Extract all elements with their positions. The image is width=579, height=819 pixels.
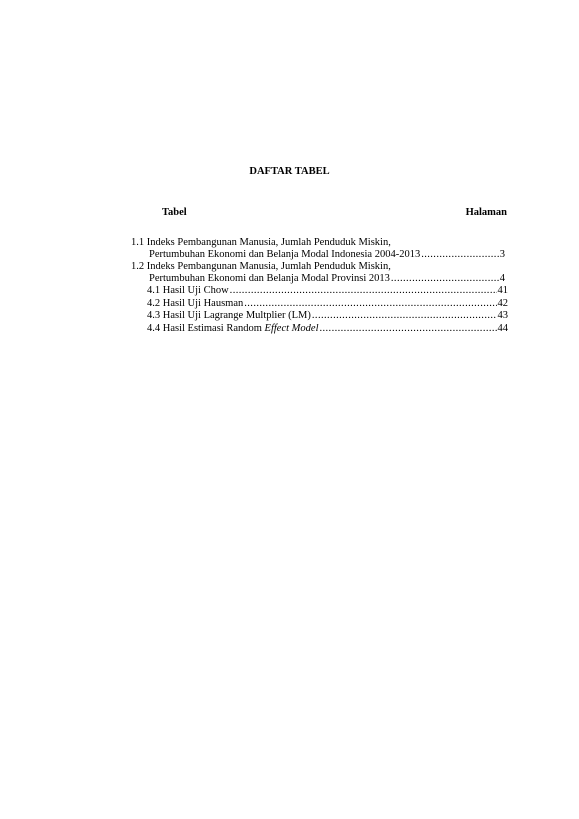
- toc-entry-4-2: [147, 298, 508, 310]
- toc-entry-label-plain: 4.4 Hasil Estimasi Random: [147, 323, 265, 334]
- column-header-table: Tabel: [162, 207, 187, 218]
- toc-entry-page: 4: [499, 273, 505, 284]
- toc-entry-1-1-line1: 1.1 Indeks Pembangunan Manusia, Jumlah Penduduk Miskin,: [131, 237, 391, 248]
- dot-leader: [244, 298, 496, 310]
- toc-entry-label: 4.2 Hasil Uji Hausman: [147, 298, 244, 309]
- dot-leader: [230, 285, 497, 297]
- dot-leader: [391, 273, 499, 285]
- toc-entry-page: 42: [497, 298, 508, 309]
- column-header-page: Halaman: [465, 207, 507, 218]
- toc-entry-page: 3: [499, 249, 505, 260]
- toc-entry-1-2-line1: 1.2 Indeks Pembangunan Manusia, Jumlah Penduduk Miskin,: [131, 261, 391, 272]
- page-title: DAFTAR TABEL: [249, 166, 330, 177]
- toc-entry-label: [147, 323, 318, 335]
- toc-entry-page: 43: [497, 310, 508, 321]
- toc-entry-label: 4.1 Hasil Uji Chow: [147, 285, 229, 296]
- toc-entry-4-4: [147, 323, 508, 335]
- toc-entry-label: Pertumbuhan Ekonomi dan Belanja Modal Provinsi 2013: [149, 273, 390, 284]
- toc-entry-1-1-line2: [149, 249, 505, 261]
- dot-leader: [421, 249, 499, 261]
- toc-entry-1-2-line2: [149, 273, 505, 285]
- toc-entry-4-1: [147, 285, 508, 297]
- toc-entry-page: 41: [497, 285, 508, 296]
- dot-leader: [319, 323, 496, 335]
- dot-leader: [312, 310, 497, 322]
- toc-entry-label: 4.3 Hasil Uji Lagrange Multplier (LM): [147, 310, 311, 321]
- toc-entry-page: 44: [497, 323, 508, 334]
- toc-entry-4-3: [147, 310, 508, 322]
- toc-entry-label: Pertumbuhan Ekonomi dan Belanja Modal Indonesia 2004-2013: [149, 249, 421, 260]
- toc-entry-label-italic: Effect Model: [264, 323, 319, 334]
